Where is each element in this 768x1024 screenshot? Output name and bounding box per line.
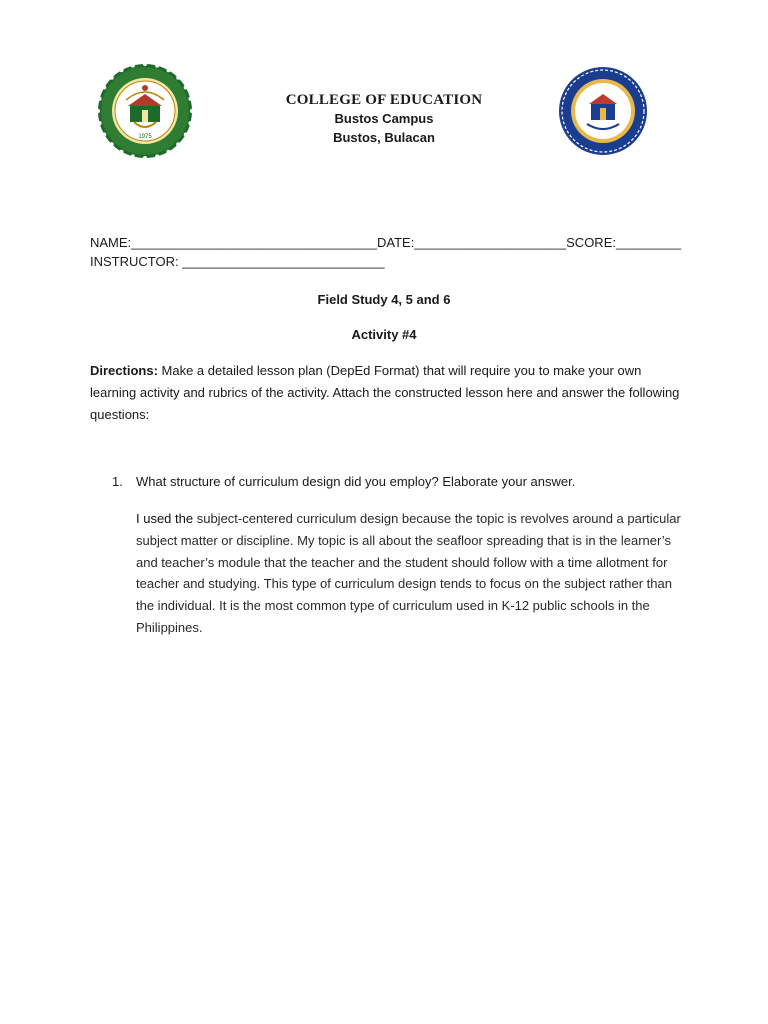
gear-tooth (176, 142, 180, 146)
directions-paragraph (90, 360, 690, 426)
college-title: COLLEGE OF EDUCATION (285, 92, 483, 108)
gear-tooth (131, 154, 135, 158)
university-seal-icon (96, 62, 194, 160)
answer-paragraph (136, 508, 684, 639)
question-number: 1. (112, 474, 123, 489)
gear-tooth (110, 142, 114, 146)
gear-tooth (155, 154, 159, 158)
gear-tooth (98, 121, 102, 125)
gear-tooth (102, 86, 106, 90)
gear-tooth (188, 121, 192, 125)
gear-tooth (167, 68, 171, 72)
answer-text: subject-centered curriculum design because the topic is revolves around a particular subject matter or discipline. My topic is all about the seafloor spreading that is in the learner’s and teacher’s module that the teacher and the student should follow with a time allotment for teacher and studying. This type of curriculum design tends to focus on the subject rather than the individual. It is the most common type of curriculum used in K-12 public schools in the Philippines. (136, 511, 681, 635)
gear-tooth (176, 76, 180, 80)
gear-tooth (188, 97, 192, 101)
answer-lead: I used the (136, 511, 194, 526)
gear-tooth (96, 109, 100, 113)
directions-label: Directions: (90, 363, 158, 378)
gear-tooth (110, 76, 114, 80)
document-header (234, 92, 534, 147)
course-title: Field Study 4, 5 and 6 (317, 292, 451, 307)
gear-tooth (120, 150, 124, 154)
gear-tooth (143, 156, 147, 160)
gear-tooth (131, 64, 135, 68)
activity-title: Activity #4 (351, 327, 417, 342)
gear-tooth (143, 62, 147, 66)
gear-tooth (190, 109, 194, 113)
form-instructor: INSTRUCTOR: ____________________________ (90, 254, 385, 269)
seal-year: 1975 (138, 134, 152, 140)
gear-tooth (167, 150, 171, 154)
campus-name: Bustos Campus (334, 111, 434, 126)
campus-location: Bustos, Bulacan (333, 130, 435, 145)
gear-tooth (102, 133, 106, 137)
gear-tooth (155, 64, 159, 68)
college-seal-logo (558, 66, 648, 156)
university-seal-logo (96, 62, 194, 160)
gear-tooth (184, 133, 188, 137)
gear-tooth (184, 86, 188, 90)
college-seal-icon (558, 66, 648, 156)
gear-tooth (120, 68, 124, 72)
directions-text: Make a detailed lesson plan (DepEd Format) that will require you to make your own learning activity and rubrics of the activity. Attach the constructed lesson here and answer the following questions: (90, 363, 680, 422)
question-text: What structure of curriculum design did you employ? Elaborate your answer. (136, 474, 576, 489)
form-name-date-score: NAME:__________________________________DATE:_____________________SCORE:_________ (90, 235, 682, 250)
gear-tooth (98, 97, 102, 101)
